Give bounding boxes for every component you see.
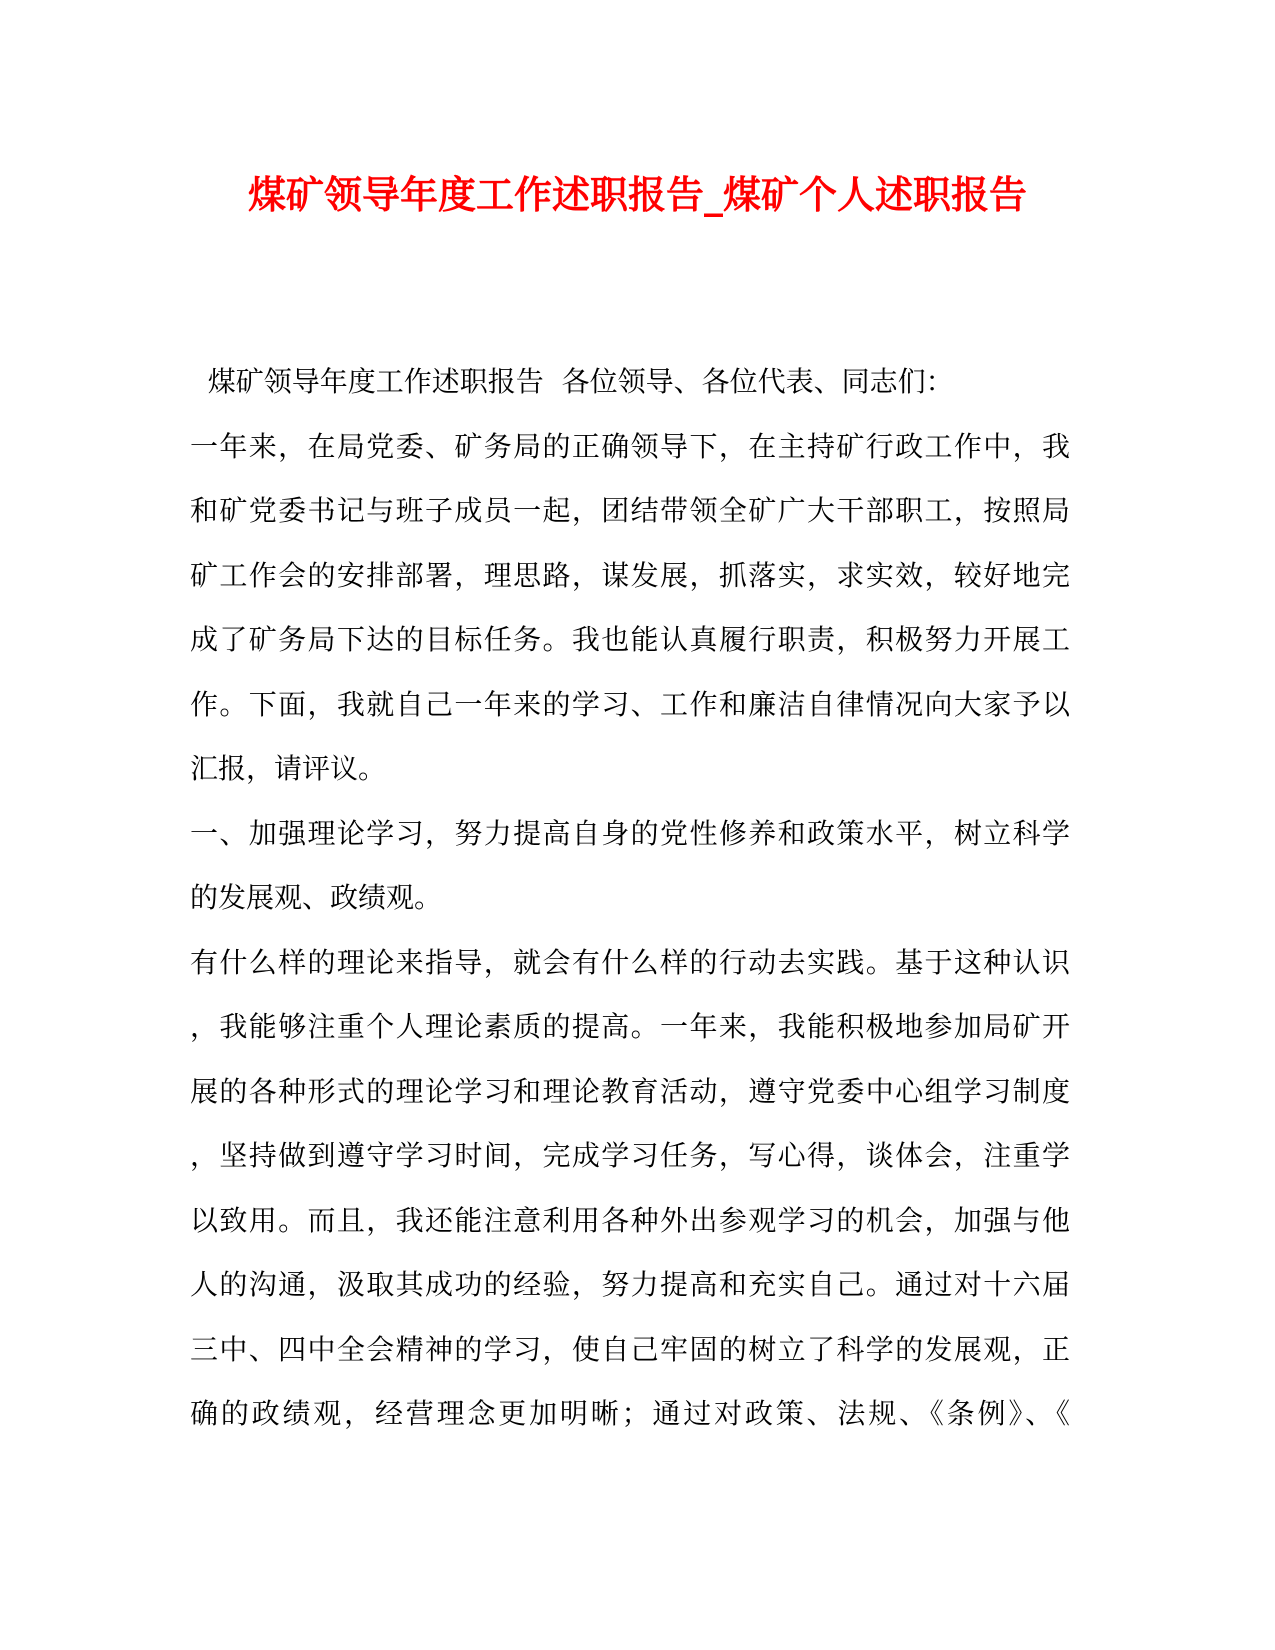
document-body: [190, 350, 1070, 1447]
document-title: 煤矿领导年度工作述职报告_煤矿个人述职报告: [247, 172, 1027, 217]
text-line: 汇报，请评议。: [190, 752, 387, 785]
text-line: 矿工作会的安排部署，理思路，谋发展，抓落实，求实效，较好地完: [190, 558, 1070, 592]
text-line: 三中、四中全会精神的学习，使自己牢固的树立了科学的发展观，正: [190, 1332, 1070, 1366]
text-line: 和矿党委书记与班子成员一起，团结带领全矿广大干部职工，按照局: [190, 494, 1070, 527]
text-line: 一年来，在局党委、矿务局的正确领导下，在主持矿行政工作中，我: [190, 429, 1070, 463]
text-line: ，坚持做到遵守学习时间，完成学习任务，写心得，谈体会，注重学: [190, 1139, 1070, 1172]
text-line: 以致用。而且，我还能注意利用各种外出参观学习的机会，加强与他: [190, 1203, 1070, 1237]
text-line: 一、加强理论学习，努力提高自身的党性修养和政策水平，树立科学: [190, 816, 1070, 850]
text-line: 展的各种形式的理论学习和理论教育活动，遵守党委中心组学习制度: [190, 1074, 1070, 1108]
text-line: 作。下面，我就自己一年来的学习、工作和廉洁自律情况向大家予以: [190, 687, 1070, 721]
text-line: 成了矿务局下达的目标任务。我也能认真履行职责，积极努力开展工: [190, 623, 1070, 656]
text-line: 的发展观、政绩观。: [190, 881, 443, 914]
text-line: 确的政绩观，经营理念更加明晰；通过对政策、法规、《条例》、《: [190, 1397, 1070, 1430]
text-line: ，我能够注重个人理论素质的提高。一年来，我能积极地参加局矿开: [190, 1010, 1070, 1043]
text-line: 有什么样的理论来指导，就会有什么样的行动去实践。基于这种认识: [190, 945, 1070, 979]
text-line: 人的沟通，汲取其成功的经验，努力提高和充实自己。通过对十六届: [190, 1268, 1070, 1301]
text-line: 煤矿领导年度工作述职报告 各位领导、各位代表、同志们：: [190, 365, 954, 398]
